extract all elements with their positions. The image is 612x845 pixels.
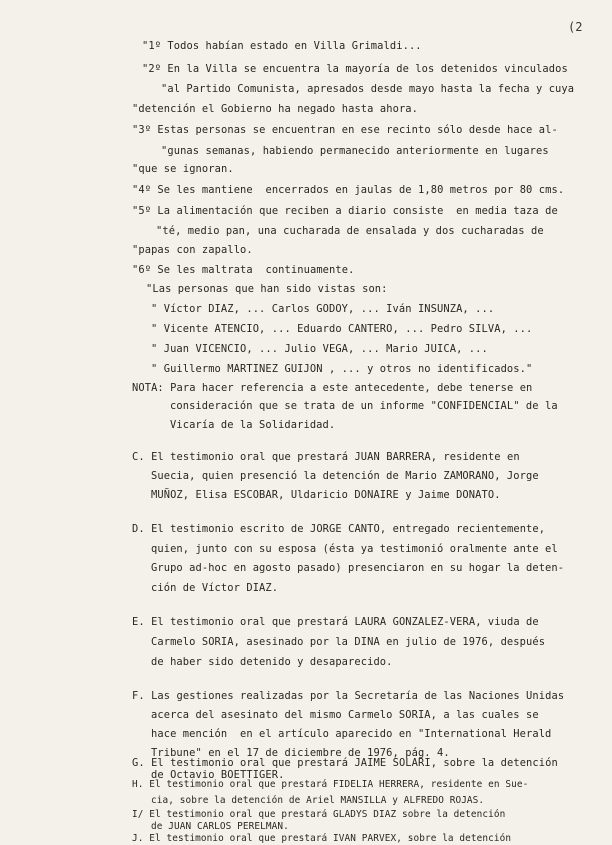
text-line: "gunas semanas, habiendo permanecido anteriormente en lugares bbox=[161, 145, 549, 157]
text-line: consideración que se trata de un informe "CONFIDENCIAL" de la bbox=[170, 400, 558, 412]
text-line: MUÑOZ, Elisa ESCOBAR, Uldaricio DONAIRE y Jaime DONATO. bbox=[151, 489, 501, 501]
text-line: de Octavio BOETTIGER. bbox=[151, 769, 285, 781]
text-line: acerca del asesinato del mismo Carmelo SORIA, a las cuales se bbox=[151, 709, 539, 721]
page-number: (2 bbox=[568, 20, 583, 34]
text-line: I/ El testimonio oral que prestará GLADYS DIAZ sobre la detención bbox=[132, 809, 506, 820]
text-line: " Víctor DIAZ, ... Carlos GODOY, ... Iván INSUNZA, ... bbox=[151, 303, 495, 315]
text-line: quien, junto con su esposa (ésta ya testimonió oralmente ante el bbox=[151, 543, 558, 555]
text-line: "papas con zapallo. bbox=[132, 244, 253, 256]
text-line: "al Partido Comunista, apresados desde mayo hasta la fecha y cuya bbox=[161, 83, 575, 95]
text-line: "té, medio pan, una cucharada de ensalada y dos cucharadas de bbox=[156, 225, 544, 237]
text-line: Tribune" en el 17 de diciembre de 1976, pág. 4. bbox=[151, 747, 450, 759]
text-line: Grupo ad-hoc en agosto pasado) presenciaron en su hogar la deten- bbox=[151, 562, 565, 574]
text-line: ción de Víctor DIAZ. bbox=[151, 582, 279, 594]
text-line: D. El testimonio escrito de JORGE CANTO, entregado recientemente, bbox=[132, 523, 546, 535]
text-line: "6º Se les maltrata continuamente. bbox=[132, 264, 355, 276]
text-line: "4º Se les mantiene encerrados en jaulas de 1,80 metros por 80 cms. bbox=[132, 184, 565, 196]
text-line: de haber sido detenido y desaparecido. bbox=[151, 656, 393, 668]
text-line: cia, sobre la detención de Ariel MANSILLA y ALFREDO ROJAS. bbox=[151, 795, 485, 806]
text-line: de JUAN CARLOS PERELMAN. bbox=[151, 821, 289, 832]
text-line: H. El testimonio oral que prestará FIDELIA HERRERA, residente en Sue- bbox=[132, 779, 529, 790]
text-line: hace mención en el artículo aparecido en "International Herald bbox=[151, 728, 552, 740]
text-line: "3º Estas personas se encuentran en ese recinto sólo desde hace al- bbox=[132, 124, 558, 136]
text-line: F. Las gestiones realizadas por la Secretaría de las Naciones Unidas bbox=[132, 690, 565, 702]
text-line: " Juan VICENCIO, ... Julio VEGA, ... Mario JUICA, ... bbox=[151, 343, 488, 355]
text-line: G. El testimonio oral que prestará JAIME SOLARI, sobre la detención bbox=[132, 757, 558, 769]
text-line: "2º En la Villa se encuentra la mayoría de los detenidos vinculados bbox=[142, 63, 568, 75]
text-line: NOTA: Para hacer referencia a este antecedente, debe tenerse en bbox=[132, 382, 533, 394]
text-line: E. El testimonio oral que prestará LAURA GONZALEZ-VERA, viuda de bbox=[132, 616, 539, 628]
text-line: "1º Todos habían estado en Villa Grimaldi... bbox=[142, 40, 422, 52]
text-line: Suecia, quien presenció la detención de Mario ZAMORANO, Jorge bbox=[151, 470, 539, 482]
text-line: C. El testimonio oral que prestará JUAN BARRERA, residente en bbox=[132, 451, 520, 463]
text-line: " Guillermo MARTINEZ GUIJON , ... y otros no identificados." bbox=[151, 363, 533, 375]
text-line: "detención el Gobierno ha negado hasta ahora. bbox=[132, 103, 419, 115]
text-line: Vicaría de la Solidaridad. bbox=[170, 419, 336, 431]
text-line: "5º La alimentación que reciben a diario consiste en media taza de bbox=[132, 205, 558, 217]
text-line: "Las personas que han sido vistas son: bbox=[146, 283, 388, 295]
text-line: J. El testimonio oral que prestará IVAN PARVEX, sobre la detención bbox=[132, 833, 512, 844]
text-line: "que se ignoran. bbox=[132, 163, 234, 175]
text-line: " Vicente ATENCIO, ... Eduardo CANTERO, ... Pedro SILVA, ... bbox=[151, 323, 533, 335]
text-line: Carmelo SORIA, asesinado por la DINA en julio de 1976, después bbox=[151, 636, 546, 648]
